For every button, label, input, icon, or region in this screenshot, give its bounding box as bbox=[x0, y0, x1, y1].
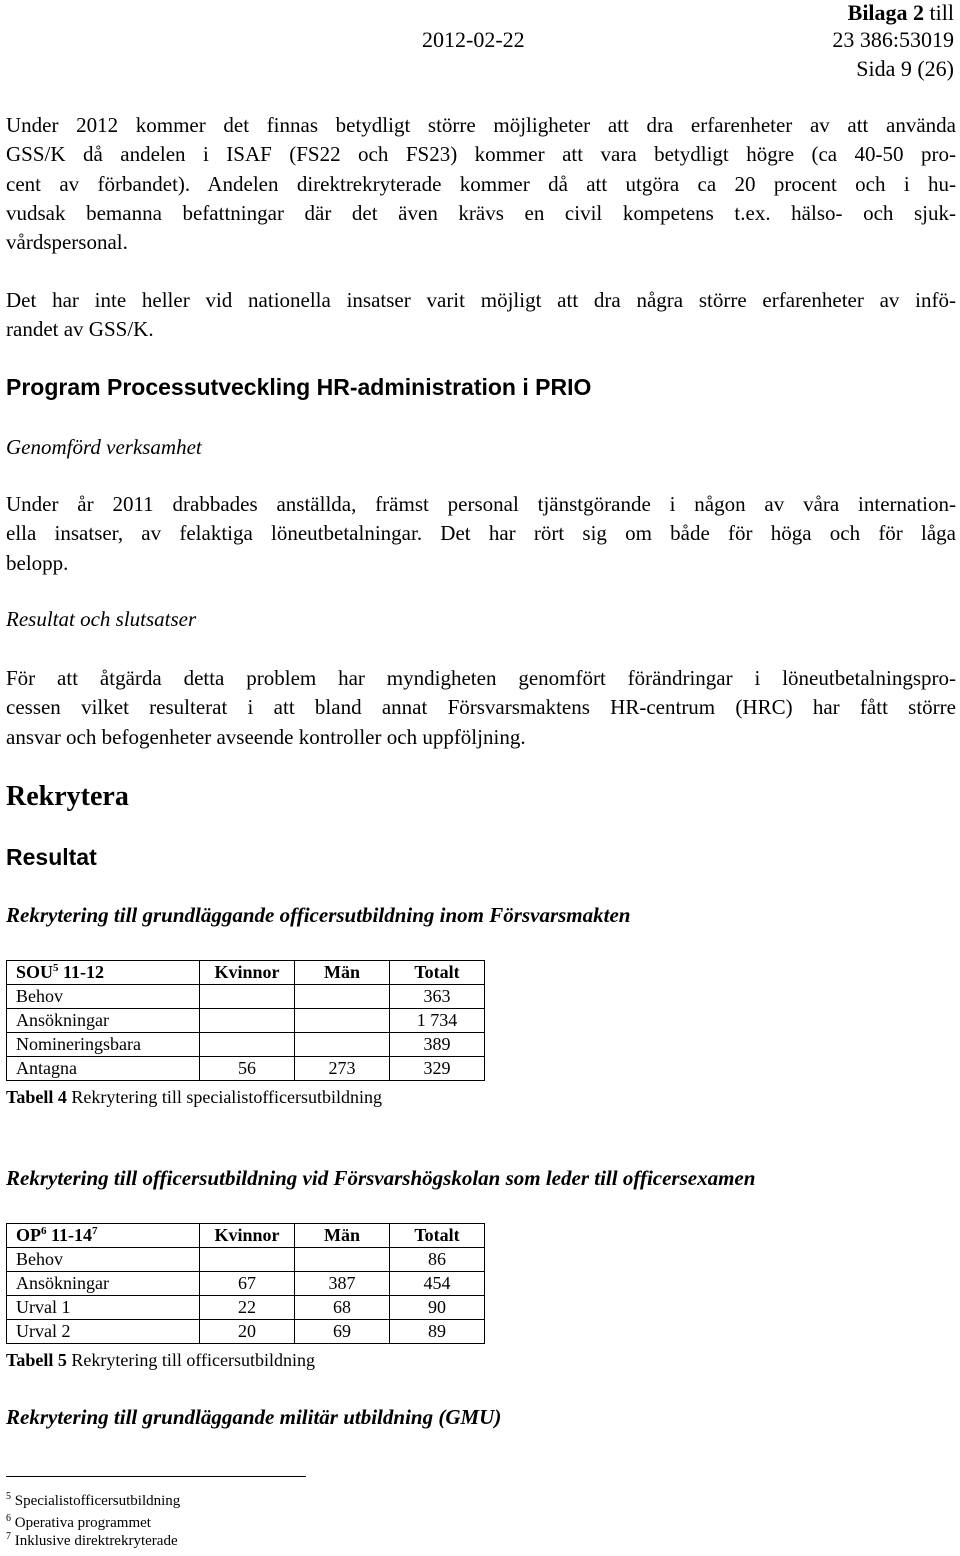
table-cell: 454 bbox=[390, 1272, 485, 1296]
table-header-row bbox=[7, 1224, 485, 1248]
table-cell: 56 bbox=[200, 1057, 295, 1081]
paragraph-nationella-insatser bbox=[6, 286, 956, 345]
table-cell: 22 bbox=[200, 1296, 295, 1320]
text-line: GSS/K då andelen i ISAF (FS22 och FS23) kommer att vara betydligt högre (ca 40-50 pro- bbox=[6, 142, 956, 167]
text-line: Det har inte heller vid nationella insatser varit möjligt att dra några större erfarenheter av infö- bbox=[6, 288, 956, 312]
table-row bbox=[7, 1057, 485, 1081]
table-header-cell: SOU$^5$ 11-12 bbox=[7, 961, 200, 985]
text-line: vårdspersonal. bbox=[6, 230, 128, 255]
table-cell: Urval 2 bbox=[7, 1320, 200, 1344]
header-ref: 23 386:53019 bbox=[832, 27, 954, 52]
table-header-cell: Kvinnor bbox=[200, 1224, 295, 1248]
text-line: vudsak bemanna befattningar där det även krävs en civil kompetens t.ex. hälso- och sjuk- bbox=[6, 200, 956, 225]
subheading-resultat-och-slutsatser: Resultat och slutsatser bbox=[6, 607, 197, 631]
table-header-cell: Kvinnor bbox=[200, 961, 295, 985]
subheading-rekrytering-forsvarshogskolan: Rekrytering till officersutbildning vid Försvarshögskolan som leder till officersexamen bbox=[6, 1166, 756, 1190]
text-line: cessen vilket resulterat i att bland annat Försvarsmaktens HR-centrum (HRC) har fått större bbox=[6, 695, 956, 720]
subheading-rekrytering-grundlaggande-officersutbildning: Rekrytering till grundläggande officersutbildning inom Försvarsmakten bbox=[6, 903, 631, 927]
table-cell: 389 bbox=[390, 1033, 485, 1057]
table-row bbox=[7, 1009, 485, 1033]
table-cell bbox=[295, 1248, 390, 1272]
table-header-cell: $OP^6$ $11-14^7$ bbox=[7, 1224, 200, 1248]
table-cell: 329 bbox=[390, 1057, 485, 1081]
paragraph-gss-2012 bbox=[6, 111, 956, 257]
table-row bbox=[7, 1320, 485, 1344]
heading-resultat: Resultat bbox=[6, 844, 97, 870]
table-cell bbox=[295, 985, 390, 1009]
table-cell bbox=[200, 985, 295, 1009]
text-line: Under 2012 kommer det finnas betydligt större möjligheter att dra erfarenheter av att använda bbox=[6, 113, 956, 137]
text-line: ansvar och befogenheter avseende kontroller och uppföljning. bbox=[6, 724, 526, 749]
table-caption-5 bbox=[6, 1350, 315, 1371]
table-row bbox=[7, 985, 485, 1009]
table-row bbox=[7, 1296, 485, 1320]
table-cell bbox=[200, 1009, 295, 1033]
table-cell: Behov bbox=[7, 985, 200, 1009]
paragraph-loneutbetalningar bbox=[6, 490, 956, 578]
text-line: randet av GSS/K. bbox=[6, 317, 154, 342]
table-cell: 20 bbox=[200, 1320, 295, 1344]
text-line: Under år 2011 drabbades anställda, främst personal tjänstgörande i någon av våra internation- bbox=[6, 492, 956, 516]
heading-program-prio: Program Processutveckling HR-administration i PRIO bbox=[6, 374, 592, 400]
table-cell: Ansökningar bbox=[7, 1272, 200, 1296]
table-cell: 363 bbox=[390, 985, 485, 1009]
table-op-rekrytering bbox=[6, 1223, 485, 1344]
footnote-separator bbox=[6, 1476, 306, 1477]
table-cell: Ansökningar bbox=[7, 1009, 200, 1033]
table-sou-rekrytering bbox=[6, 960, 485, 1081]
header-date: 2012-02-22 bbox=[422, 27, 525, 52]
table-header-row bbox=[7, 961, 485, 985]
text-line: ella insatser, av felaktiga löneutbetalningar. Det har rört sig om både för höga och för låga bbox=[6, 521, 956, 546]
table-header-cell: Totalt bbox=[390, 1224, 485, 1248]
table-header-cell: Totalt bbox=[390, 961, 485, 985]
table-row bbox=[7, 1033, 485, 1057]
table-cell: Behov bbox=[7, 1248, 200, 1272]
text-line: belopp. bbox=[6, 550, 69, 575]
table-cell: Nomineringsbara bbox=[7, 1033, 200, 1057]
table-cell: Urval 1 bbox=[7, 1296, 200, 1320]
table-header-cell: Män bbox=[295, 1224, 390, 1248]
caption-text: Rekrytering till officersutbildning bbox=[66, 1350, 315, 1370]
table-cell: 1 734 bbox=[390, 1009, 485, 1033]
table-row bbox=[7, 1272, 485, 1296]
subheading-rekrytering-gmu: Rekrytering till grundläggande militär utbildning (GMU) bbox=[6, 1405, 502, 1429]
table-cell bbox=[295, 1033, 390, 1057]
footnote-5: $^5$ Specialistofficersutbildning bbox=[6, 1491, 181, 1509]
table-cell: 273 bbox=[295, 1057, 390, 1081]
caption-label: Tabell 5 bbox=[6, 1350, 67, 1370]
table-cell: 69 bbox=[295, 1320, 390, 1344]
table-cell bbox=[200, 1033, 295, 1057]
header-bilaga-label: Bilaga 2 bbox=[847, 0, 925, 25]
table-cell: 68 bbox=[295, 1296, 390, 1320]
table-cell bbox=[200, 1248, 295, 1272]
header-bilaga bbox=[848, 0, 954, 26]
table-cell bbox=[295, 1009, 390, 1033]
footnote-7: $^7$ Inklusive direktrekryterade bbox=[6, 1531, 178, 1549]
table-row bbox=[7, 1248, 485, 1272]
table-cell: Antagna bbox=[7, 1057, 200, 1081]
subheading-genomford-verksamhet: Genomförd verksamhet bbox=[6, 435, 202, 459]
header-page: Sida 9 (26) bbox=[856, 56, 954, 81]
text-line: cent av förbandet). Andelen direktrekryterade kommer då att utgöra ca 20 procent och i hu- bbox=[6, 171, 956, 196]
table-cell: 90 bbox=[390, 1296, 485, 1320]
text-line: För att åtgärda detta problem har myndigheten genomfört förändringar i löneutbetalningspro- bbox=[6, 666, 956, 690]
table-caption-4 bbox=[6, 1087, 382, 1108]
caption-label: Tabell 4 bbox=[6, 1087, 67, 1107]
table-cell: 67 bbox=[200, 1272, 295, 1296]
table-cell: 86 bbox=[390, 1248, 485, 1272]
table-header-cell: Män bbox=[295, 961, 390, 985]
footnote-6: $^6$ Operativa programmet bbox=[6, 1513, 151, 1531]
table-cell: 89 bbox=[390, 1320, 485, 1344]
table-cell: 387 bbox=[295, 1272, 390, 1296]
paragraph-atgarda-problem bbox=[6, 664, 956, 752]
header-bilaga-till: till bbox=[924, 0, 954, 25]
heading-rekrytera: Rekrytera bbox=[6, 781, 129, 812]
caption-text: Rekrytering till specialistofficersutbildning bbox=[66, 1087, 382, 1107]
